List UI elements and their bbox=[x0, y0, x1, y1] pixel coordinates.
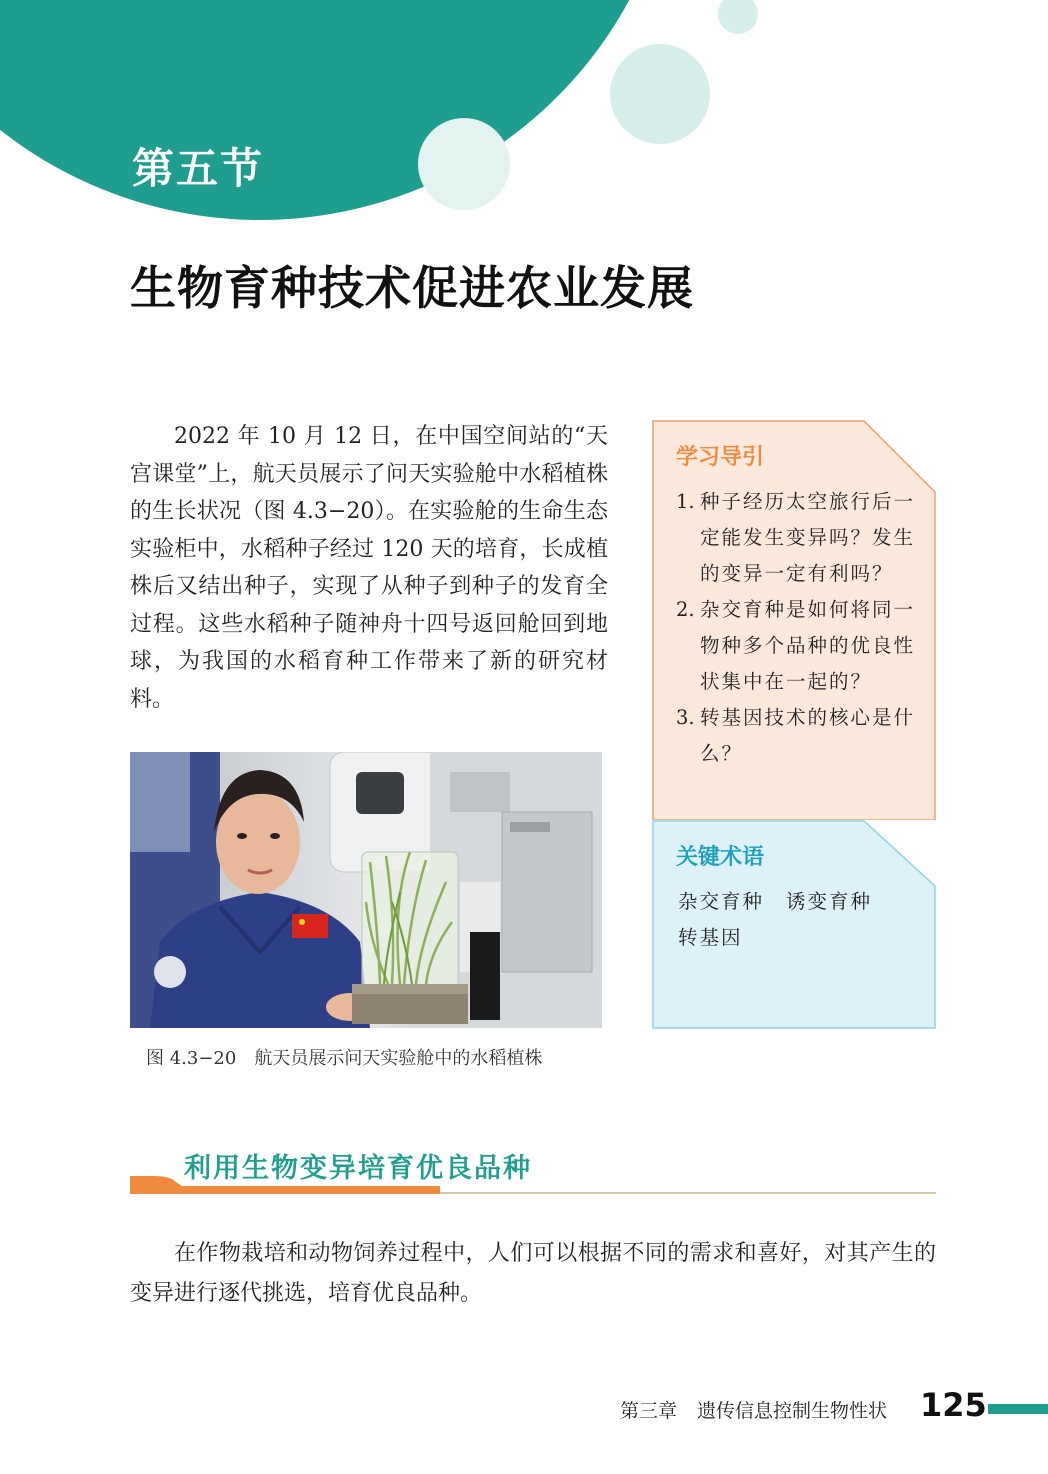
guide-list bbox=[676, 484, 924, 772]
subsection-heading: 利用生物变异培育优良品种 bbox=[184, 1153, 532, 1184]
chapter-title: 遗传信息控制生物性状 bbox=[697, 1400, 888, 1422]
terms-title: 关键术语 bbox=[676, 845, 765, 870]
term-item: 杂交育种 bbox=[678, 890, 765, 913]
section-paragraph: 在作物栽培和动物饲养过程中，人们可以根据不同的需求和喜好，对其产生的变异进行逐代挑选，培育优良品种。 bbox=[130, 1241, 936, 1306]
section-label: 第五节 bbox=[132, 144, 265, 193]
guide-item: 3. 转基因技术的核心是什么？ bbox=[676, 706, 916, 765]
photo-illustration bbox=[130, 752, 602, 1028]
footer-accent-bar bbox=[988, 1404, 1048, 1414]
decor-circle-large bbox=[610, 44, 710, 144]
footer-chapter bbox=[620, 1396, 887, 1423]
page-number: 125 bbox=[920, 1386, 987, 1424]
intro-paragraph: 2022 年 10 月 12 日，在中国空间站的“天宫课堂”上，航天员展示了问天实验舱中水稻植株的生长状况（图 4.3−20）。在实验舱的生命生态实验柜中，水稻种子经过 120 天的培育，长成植株后又结出种子，实现了从种子到种子的发育全过程。这些水稻种子随神舟十四号返回舱回到地球，为我国的水稻育种工作带来了新的研究材料。 bbox=[130, 424, 608, 712]
figure-caption: 图 4.3−20 航天员展示问天实验舱中的水稻植株 bbox=[146, 1048, 543, 1069]
astronaut-rice-photo bbox=[130, 752, 602, 1028]
guide-title: 学习导引 bbox=[676, 445, 765, 470]
terms-list bbox=[678, 884, 918, 956]
subsection-underline bbox=[130, 1172, 936, 1196]
decor-circle-mid bbox=[418, 118, 510, 210]
key-terms-box bbox=[652, 820, 936, 1030]
header-teal-shape bbox=[0, 0, 680, 220]
term-item: 转基因 bbox=[678, 926, 743, 949]
guide-item: 2. 杂交育种是如何将同一物种多个品种的优良性状集中在一起的？ bbox=[676, 598, 916, 693]
decor-circle-small bbox=[718, 0, 758, 34]
page-title: 生物育种技术促进农业发展 bbox=[130, 261, 694, 315]
term-item: 诱变育种 bbox=[786, 890, 873, 913]
guide-item: 1. 种子经历太空旅行后一定能发生变异吗？发生的变异一定有利吗？ bbox=[676, 490, 916, 585]
learning-guide-box bbox=[652, 420, 936, 820]
chapter-number: 第三章 bbox=[620, 1400, 678, 1422]
